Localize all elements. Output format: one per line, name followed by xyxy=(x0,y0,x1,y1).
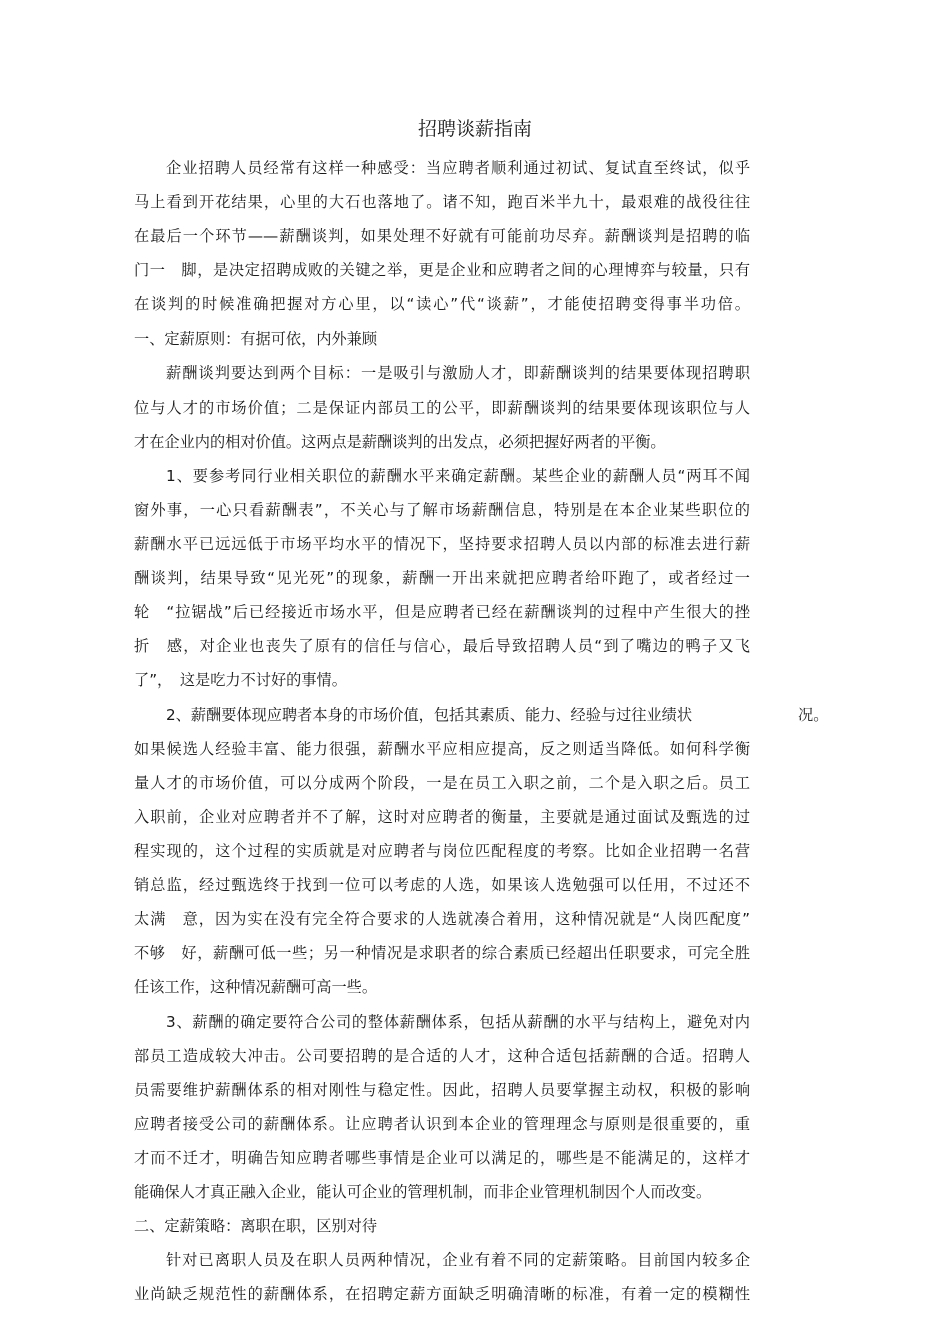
text-line: 针对已离职人员及在职人员两种情况，企业有着不同的定薪策略。目前国内较多企 xyxy=(166,1251,750,1269)
text-line: 企业招聘人员经常有这样一种感受：当应聘者顺利通过初试、复试直至终试，似乎 xyxy=(166,159,750,177)
text-line: 折 感，对企业也丧失了原有的信任与信心，最后导致招聘人员“到了嘴边的鸭子又飞 xyxy=(134,637,750,655)
page-title: 招聘谈薪指南 xyxy=(417,118,532,140)
text-line: 太满 意，因为实在没有完全符合要求的人选就凑合着用，这种情况就是“人岗匹配度” xyxy=(134,910,750,928)
text-line: 员需要维护薪酬体系的相对刚性与稳定性。因此，招聘人员要掌握主动权，积极的影响 xyxy=(134,1081,750,1099)
text-line: 程实现的，这个过程的实质就是对应聘者与岗位匹配程度的考察。比如企业招聘一名营 xyxy=(134,842,750,860)
text-line: 才在企业内的相对价值。这两点是薪酬谈判的出发点，必须把握好两者的平衡。 xyxy=(134,433,666,451)
text-line: 业尚缺乏规范性的薪酬体系，在招聘定薪方面缺乏明确清晰的标准，有着一定的模糊性 xyxy=(134,1285,750,1303)
text-line: 薪酬谈判要达到两个目标：一是吸引与激励人才，即薪酬谈判的结果要体现招聘职 xyxy=(166,364,750,382)
text-line: 才而不迁才，明确告知应聘者哪些事情是企业可以满足的，哪些是不能满足的，这样才 xyxy=(134,1149,750,1167)
section-heading: 二、定薪策略：离职在职，区别对待 xyxy=(134,1217,377,1235)
text-line: 了”， 这是吃力不讨好的事情。 xyxy=(134,671,347,689)
text-line: 1、要参考同行业相关职位的薪酬水平来确定薪酬。某些企业的薪酬人员“两耳不闻 xyxy=(166,467,750,485)
text-line: 窗外事，一心只看薪酬表”，不关心与了解市场薪酬信息，特别是在本企业某些职位的 xyxy=(134,501,750,519)
text-line: 3、薪酬的确定要符合公司的整体薪酬体系，包括从薪酬的水平与结构上，避免对内 xyxy=(166,1013,750,1031)
text-line: 轮 “拉锯战”后已经接近市场水平，但是应聘者已经在薪酬谈判的过程中产生很大的挫 xyxy=(134,603,750,621)
text-line: 如果候选人经验丰富、能力很强，薪酬水平应相应提高，反之则适当降低。如何科学衡 xyxy=(134,740,750,758)
text-line: 应聘者接受公司的薪酬体系。让应聘者认识到本企业的管理理念与原则是很重要的，重 xyxy=(134,1115,750,1133)
text-line: 马上看到开花结果，心里的大石也落地了。诸不知，跑百米半九十，最艰难的战役往往 xyxy=(134,193,750,211)
text-line: 入职前，企业对应聘者并不了解，这时对应聘者的衡量，主要就是通过面试及甄选的过 xyxy=(134,808,750,826)
text-line: 在谈判的时候准确把握对方心里，以“读心”代“谈薪”，才能使招聘变得事半功倍。 xyxy=(134,295,750,313)
text-line: 薪酬水平已远远低于市场平均水平的情况下，坚持要求招聘人员以内部的标准去进行薪 xyxy=(134,535,750,553)
text-line: 量人才的市场价值，可以分成两个阶段，一是在员工入职之前，二个是入职之后。员工 xyxy=(134,774,750,792)
section-heading: 一、定薪原则：有据可依，内外兼顾 xyxy=(134,330,377,348)
text-line: 在最后一个环节——薪酬谈判，如果处理不好就有可能前功尽弃。薪酬谈判是招聘的临 xyxy=(134,227,750,245)
text-line: 酬谈判，结果导致“见光死”的现象，薪酬一开出来就把应聘者给吓跑了，或者经过一 xyxy=(134,569,750,587)
text-line: 部员工造成较大冲击。公司要招聘的是合适的人才，这种合适包括薪酬的合适。招聘人 xyxy=(134,1047,750,1065)
text-line: 能确保人才真正融入企业，能认可企业的管理机制，而非企业管理机制因个人而改变。 xyxy=(134,1183,712,1201)
text-line: 不够 好，薪酬可低一些；另一种情况是求职者的综合素质已经超出任职要求，可完全胜 xyxy=(134,944,750,962)
text-line-tail: 况。 xyxy=(798,706,829,724)
text-line: 位与人才的市场价值；二是保证内部员工的公平，即薪酬谈判的结果要体现该职位与人 xyxy=(134,399,750,417)
text-line: 销总监，经过甄选终于找到一位可以考虑的人选，如果该人选勉强可以任用，不过还不 xyxy=(134,876,750,894)
text-line: 门一 脚，是决定招聘成败的关键之举，更是企业和应聘者之间的心理博弈与较量，只有 xyxy=(134,261,750,279)
text-line: 任该工作，这种情况薪酬可高一些。 xyxy=(134,978,377,996)
text-line: 2、薪酬要体现应聘者本身的市场价值，包括其素质、能力、经验与过往业绩状 xyxy=(166,706,693,724)
